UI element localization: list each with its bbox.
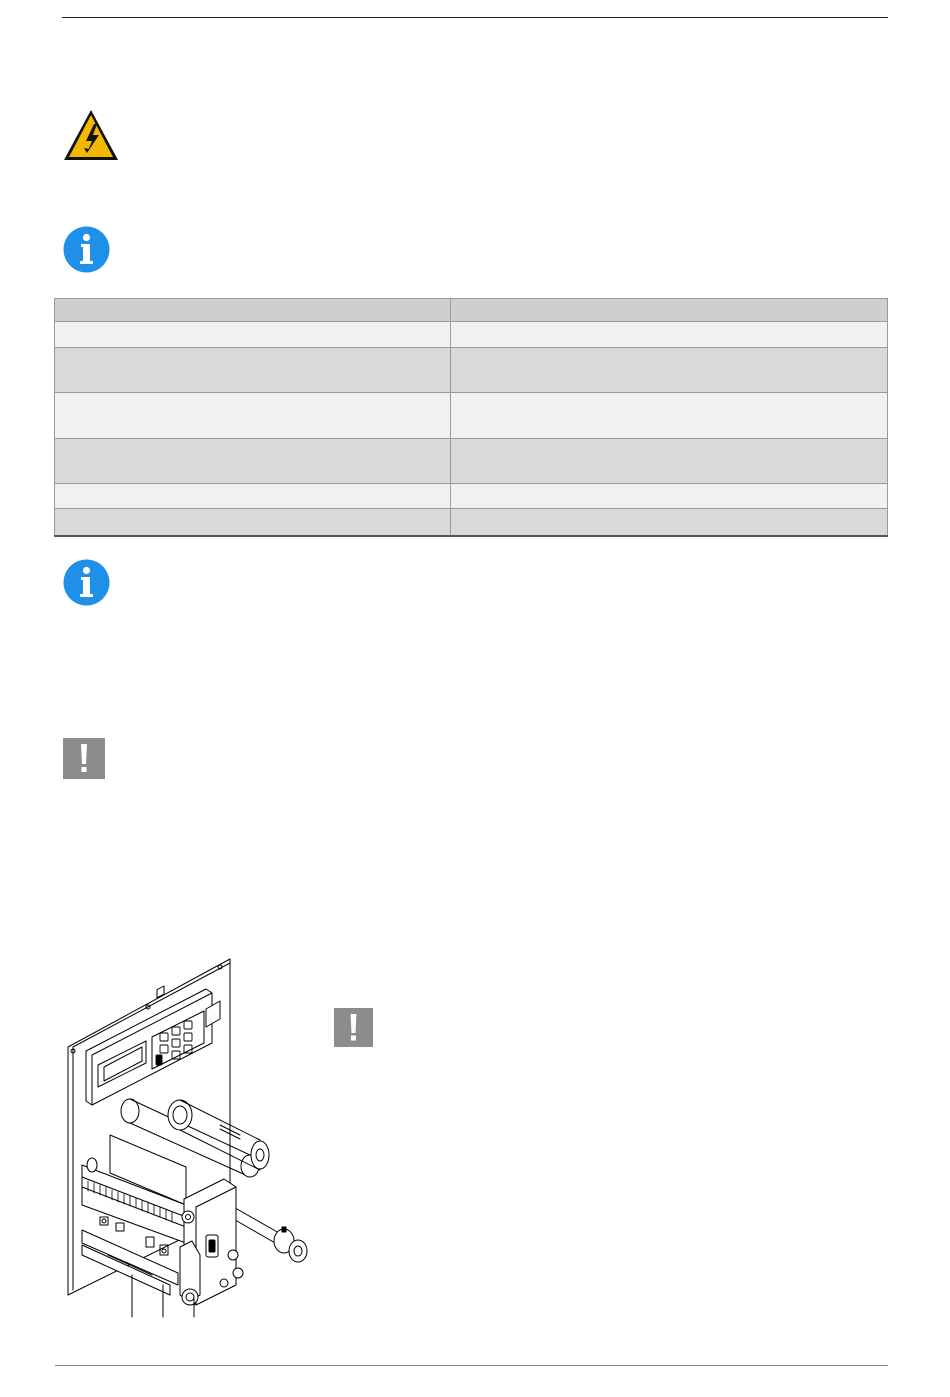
attention-icon (334, 1008, 373, 1047)
table-header-cell (55, 299, 451, 322)
table-row (55, 393, 888, 438)
table-cell (451, 509, 888, 536)
table-cell (55, 438, 451, 483)
table-cell (55, 322, 451, 347)
specification-table (54, 298, 888, 537)
table-cell (451, 438, 888, 483)
attention-icon (63, 738, 105, 779)
table-cell (451, 322, 888, 347)
table-row (55, 438, 888, 483)
info-icon (63, 226, 110, 273)
footer-rule (55, 1365, 888, 1366)
table-cell (55, 347, 451, 392)
header-rule (62, 17, 888, 18)
printer-mechanism-drawing (60, 955, 325, 1320)
electric-hazard-icon (62, 108, 120, 162)
table-cell (55, 509, 451, 536)
table-cell (55, 484, 451, 509)
table-cell (55, 393, 451, 438)
table-header-row (55, 299, 888, 322)
table-header-cell (451, 299, 888, 322)
info-icon (63, 559, 110, 606)
table-cell (451, 484, 888, 509)
table-row (55, 484, 888, 509)
table-row (55, 509, 888, 536)
table-cell (451, 393, 888, 438)
table-row (55, 347, 888, 392)
table-cell (451, 347, 888, 392)
table-row (55, 322, 888, 347)
